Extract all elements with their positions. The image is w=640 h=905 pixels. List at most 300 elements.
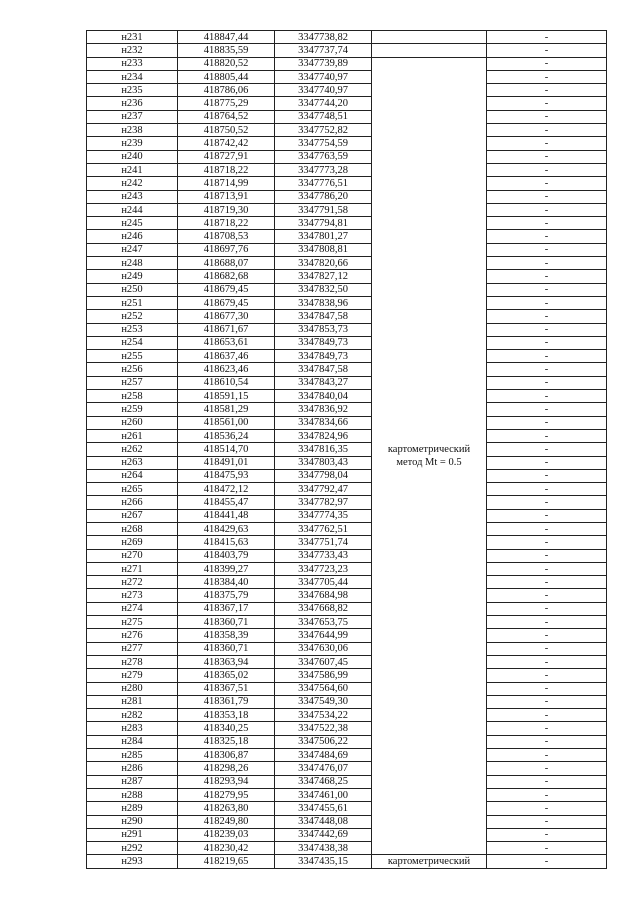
- x-coordinate-cell: 418279,95: [178, 788, 275, 801]
- y-coordinate-cell: 3347803,43: [275, 456, 372, 469]
- x-coordinate-cell: 418358,39: [178, 629, 275, 642]
- table-row: [87, 257, 607, 270]
- x-coordinate-cell: 418719,30: [178, 203, 275, 216]
- point-name-cell: н240: [87, 150, 178, 163]
- table-row: [87, 642, 607, 655]
- table-row: [87, 203, 607, 216]
- x-coordinate-cell: 418375,79: [178, 589, 275, 602]
- y-coordinate-cell: 3347849,73: [275, 350, 372, 363]
- dash-cell: -: [487, 576, 607, 589]
- dash-cell: -: [487, 270, 607, 283]
- dash-cell: -: [487, 682, 607, 695]
- x-coordinate-cell: 418742,42: [178, 137, 275, 150]
- dash-cell: -: [487, 137, 607, 150]
- x-coordinate-cell: 418671,67: [178, 323, 275, 336]
- x-coordinate-cell: 418298,26: [178, 762, 275, 775]
- point-name-cell: н256: [87, 363, 178, 376]
- y-coordinate-cell: 3347843,27: [275, 376, 372, 389]
- x-coordinate-cell: 418491,01: [178, 456, 275, 469]
- x-coordinate-cell: 418786,06: [178, 84, 275, 97]
- x-coordinate-cell: 418441,48: [178, 509, 275, 522]
- table-row: [87, 815, 607, 828]
- y-coordinate-cell: 3347834,66: [275, 416, 372, 429]
- point-name-cell: н236: [87, 97, 178, 110]
- point-name-cell: н288: [87, 788, 178, 801]
- point-name-cell: н246: [87, 230, 178, 243]
- x-coordinate-cell: 418847,44: [178, 31, 275, 44]
- dash-cell: -: [487, 496, 607, 509]
- dash-cell: -: [487, 709, 607, 722]
- dash-cell: -: [487, 110, 607, 123]
- x-coordinate-cell: 418472,12: [178, 483, 275, 496]
- y-coordinate-cell: 3347847,58: [275, 363, 372, 376]
- point-name-cell: н286: [87, 762, 178, 775]
- point-name-cell: н272: [87, 576, 178, 589]
- table-row: [87, 775, 607, 788]
- table-row: [87, 549, 607, 562]
- y-coordinate-cell: 3347705,44: [275, 576, 372, 589]
- table-row: [87, 576, 607, 589]
- x-coordinate-cell: 418219,65: [178, 855, 275, 868]
- dash-cell: -: [487, 722, 607, 735]
- point-name-cell: н242: [87, 177, 178, 190]
- table-row: [87, 44, 607, 57]
- point-name-cell: н287: [87, 775, 178, 788]
- coordinates-table-body: [87, 31, 607, 869]
- dash-cell: -: [487, 310, 607, 323]
- dash-cell: -: [487, 815, 607, 828]
- point-name-cell: н282: [87, 709, 178, 722]
- y-coordinate-cell: 3347820,66: [275, 257, 372, 270]
- dash-cell: -: [487, 589, 607, 602]
- y-coordinate-cell: 3347816,35: [275, 443, 372, 456]
- y-coordinate-cell: 3347630,06: [275, 642, 372, 655]
- y-coordinate-cell: 3347653,75: [275, 616, 372, 629]
- y-coordinate-cell: 3347838,96: [275, 296, 372, 309]
- table-row: [87, 390, 607, 403]
- table-row: [87, 283, 607, 296]
- table-row: [87, 163, 607, 176]
- point-name-cell: н278: [87, 655, 178, 668]
- table-row: [87, 616, 607, 629]
- dash-cell: -: [487, 443, 607, 456]
- point-name-cell: н270: [87, 549, 178, 562]
- dash-cell: -: [487, 44, 607, 57]
- point-name-cell: н276: [87, 629, 178, 642]
- point-name-cell: н263: [87, 456, 178, 469]
- y-coordinate-cell: 3347740,97: [275, 70, 372, 83]
- point-name-cell: н290: [87, 815, 178, 828]
- table-row: [87, 443, 607, 456]
- y-coordinate-cell: 3347522,38: [275, 722, 372, 735]
- dash-cell: -: [487, 802, 607, 815]
- y-coordinate-cell: 3347442,69: [275, 828, 372, 841]
- x-coordinate-cell: 418623,46: [178, 363, 275, 376]
- point-name-cell: н259: [87, 403, 178, 416]
- y-coordinate-cell: 3347792,47: [275, 483, 372, 496]
- table-row: [87, 562, 607, 575]
- y-coordinate-cell: 3347586,99: [275, 669, 372, 682]
- table-row: [87, 124, 607, 137]
- point-name-cell: н238: [87, 124, 178, 137]
- point-name-cell: н248: [87, 257, 178, 270]
- y-coordinate-cell: 3347484,69: [275, 749, 372, 762]
- method-cell-last: картометрический: [372, 855, 487, 868]
- dash-cell: -: [487, 842, 607, 855]
- dash-cell: -: [487, 283, 607, 296]
- x-coordinate-cell: 418361,79: [178, 695, 275, 708]
- table-row: [87, 350, 607, 363]
- table-row: [87, 709, 607, 722]
- x-coordinate-cell: 418591,15: [178, 390, 275, 403]
- x-coordinate-cell: 418764,52: [178, 110, 275, 123]
- x-coordinate-cell: 418718,22: [178, 217, 275, 230]
- dash-cell: -: [487, 536, 607, 549]
- dash-cell: -: [487, 695, 607, 708]
- point-name-cell: н257: [87, 376, 178, 389]
- x-coordinate-cell: 418708,53: [178, 230, 275, 243]
- point-name-cell: н280: [87, 682, 178, 695]
- y-coordinate-cell: 3347723,23: [275, 562, 372, 575]
- y-coordinate-cell: 3347849,73: [275, 336, 372, 349]
- dash-cell: -: [487, 655, 607, 668]
- point-name-cell: н251: [87, 296, 178, 309]
- point-name-cell: н258: [87, 390, 178, 403]
- x-coordinate-cell: 418325,18: [178, 735, 275, 748]
- table-row: [87, 695, 607, 708]
- dash-cell: -: [487, 616, 607, 629]
- dash-cell: -: [487, 336, 607, 349]
- method-label: [372, 443, 486, 469]
- point-name-cell: н234: [87, 70, 178, 83]
- dash-cell: -: [487, 855, 607, 868]
- x-coordinate-cell: 418718,22: [178, 163, 275, 176]
- table-row: [87, 629, 607, 642]
- y-coordinate-cell: 3347786,20: [275, 190, 372, 203]
- point-name-cell: н271: [87, 562, 178, 575]
- table-row: [87, 310, 607, 323]
- point-name-cell: н243: [87, 190, 178, 203]
- dash-cell: -: [487, 549, 607, 562]
- table-row: [87, 84, 607, 97]
- y-coordinate-cell: 3347438,38: [275, 842, 372, 855]
- point-name-cell: н291: [87, 828, 178, 841]
- x-coordinate-cell: 418581,29: [178, 403, 275, 416]
- method-cell-empty: [372, 31, 487, 44]
- point-name-cell: н273: [87, 589, 178, 602]
- dash-cell: -: [487, 509, 607, 522]
- table-row: [87, 483, 607, 496]
- table-row: [87, 336, 607, 349]
- x-coordinate-cell: 418415,63: [178, 536, 275, 549]
- y-coordinate-cell: 3347774,35: [275, 509, 372, 522]
- x-coordinate-cell: 418353,18: [178, 709, 275, 722]
- x-coordinate-cell: 418367,17: [178, 602, 275, 615]
- y-coordinate-cell: 3347549,30: [275, 695, 372, 708]
- table-row: [87, 855, 607, 868]
- dash-cell: -: [487, 57, 607, 70]
- y-coordinate-cell: 3347762,51: [275, 522, 372, 535]
- x-coordinate-cell: 418835,59: [178, 44, 275, 57]
- point-name-cell: н285: [87, 749, 178, 762]
- point-name-cell: н254: [87, 336, 178, 349]
- y-coordinate-cell: 3347752,82: [275, 124, 372, 137]
- x-coordinate-cell: 418677,30: [178, 310, 275, 323]
- coordinates-sheet: [86, 30, 607, 869]
- dash-cell: -: [487, 416, 607, 429]
- point-name-cell: н244: [87, 203, 178, 216]
- y-coordinate-cell: 3347847,58: [275, 310, 372, 323]
- x-coordinate-cell: 418653,61: [178, 336, 275, 349]
- dash-cell: -: [487, 70, 607, 83]
- table-row: [87, 536, 607, 549]
- dash-cell: -: [487, 788, 607, 801]
- y-coordinate-cell: 3347840,04: [275, 390, 372, 403]
- x-coordinate-cell: 418679,45: [178, 296, 275, 309]
- table-row: [87, 230, 607, 243]
- point-name-cell: н283: [87, 722, 178, 735]
- point-name-cell: н267: [87, 509, 178, 522]
- point-name-cell: н239: [87, 137, 178, 150]
- point-name-cell: н255: [87, 350, 178, 363]
- x-coordinate-cell: 418306,87: [178, 749, 275, 762]
- x-coordinate-cell: 418399,27: [178, 562, 275, 575]
- dash-cell: -: [487, 762, 607, 775]
- table-row: [87, 296, 607, 309]
- table-row: [87, 429, 607, 442]
- point-name-cell: н268: [87, 522, 178, 535]
- point-name-cell: н262: [87, 443, 178, 456]
- dash-cell: -: [487, 403, 607, 416]
- y-coordinate-cell: 3347853,73: [275, 323, 372, 336]
- dash-cell: -: [487, 456, 607, 469]
- point-name-cell: н253: [87, 323, 178, 336]
- table-row: [87, 70, 607, 83]
- table-row: [87, 589, 607, 602]
- point-name-cell: н277: [87, 642, 178, 655]
- dash-cell: -: [487, 669, 607, 682]
- x-coordinate-cell: 418239,03: [178, 828, 275, 841]
- x-coordinate-cell: 418293,94: [178, 775, 275, 788]
- table-row: [87, 522, 607, 535]
- x-coordinate-cell: 418367,51: [178, 682, 275, 695]
- table-row: [87, 97, 607, 110]
- x-coordinate-cell: 418561,00: [178, 416, 275, 429]
- method-cell-merged: [372, 57, 487, 855]
- dash-cell: -: [487, 230, 607, 243]
- dash-cell: -: [487, 642, 607, 655]
- dash-cell: -: [487, 190, 607, 203]
- point-name-cell: н266: [87, 496, 178, 509]
- y-coordinate-cell: 3347751,74: [275, 536, 372, 549]
- method-label-line2: метод Mt = 0.5: [396, 457, 462, 468]
- table-row: [87, 456, 607, 469]
- point-name-cell: н260: [87, 416, 178, 429]
- x-coordinate-cell: 418514,70: [178, 443, 275, 456]
- y-coordinate-cell: 3347763,59: [275, 150, 372, 163]
- x-coordinate-cell: 418360,71: [178, 616, 275, 629]
- table-row: [87, 749, 607, 762]
- x-coordinate-cell: 418775,29: [178, 97, 275, 110]
- point-name-cell: н231: [87, 31, 178, 44]
- x-coordinate-cell: 418249,80: [178, 815, 275, 828]
- method-label-line1: картометрический: [387, 444, 471, 455]
- dash-cell: -: [487, 775, 607, 788]
- y-coordinate-cell: 3347739,89: [275, 57, 372, 70]
- dash-cell: -: [487, 177, 607, 190]
- y-coordinate-cell: 3347684,98: [275, 589, 372, 602]
- table-row: [87, 735, 607, 748]
- dash-cell: -: [487, 828, 607, 841]
- x-coordinate-cell: 418365,02: [178, 669, 275, 682]
- y-coordinate-cell: 3347744,20: [275, 97, 372, 110]
- table-row: [87, 602, 607, 615]
- point-name-cell: н250: [87, 283, 178, 296]
- dash-cell: -: [487, 363, 607, 376]
- y-coordinate-cell: 3347564,60: [275, 682, 372, 695]
- table-row: [87, 762, 607, 775]
- y-coordinate-cell: 3347738,82: [275, 31, 372, 44]
- y-coordinate-cell: 3347455,61: [275, 802, 372, 815]
- y-coordinate-cell: 3347461,00: [275, 788, 372, 801]
- dash-cell: -: [487, 323, 607, 336]
- y-coordinate-cell: 3347798,04: [275, 469, 372, 482]
- table-row: [87, 509, 607, 522]
- dash-cell: -: [487, 163, 607, 176]
- point-name-cell: н245: [87, 217, 178, 230]
- dash-cell: -: [487, 749, 607, 762]
- table-row: [87, 243, 607, 256]
- dash-cell: -: [487, 150, 607, 163]
- y-coordinate-cell: 3347607,45: [275, 655, 372, 668]
- x-coordinate-cell: 418688,07: [178, 257, 275, 270]
- dash-cell: -: [487, 31, 607, 44]
- point-name-cell: н265: [87, 483, 178, 496]
- dash-cell: -: [487, 376, 607, 389]
- x-coordinate-cell: 418805,44: [178, 70, 275, 83]
- point-name-cell: н274: [87, 602, 178, 615]
- y-coordinate-cell: 3347773,28: [275, 163, 372, 176]
- x-coordinate-cell: 418679,45: [178, 283, 275, 296]
- table-row: [87, 496, 607, 509]
- y-coordinate-cell: 3347748,51: [275, 110, 372, 123]
- y-coordinate-cell: 3347832,50: [275, 283, 372, 296]
- y-coordinate-cell: 3347644,99: [275, 629, 372, 642]
- point-name-cell: н247: [87, 243, 178, 256]
- y-coordinate-cell: 3347754,59: [275, 137, 372, 150]
- y-coordinate-cell: 3347776,51: [275, 177, 372, 190]
- table-row: [87, 137, 607, 150]
- dash-cell: -: [487, 203, 607, 216]
- dash-cell: -: [487, 429, 607, 442]
- point-name-cell: н269: [87, 536, 178, 549]
- point-name-cell: н237: [87, 110, 178, 123]
- x-coordinate-cell: 418429,63: [178, 522, 275, 535]
- dash-cell: -: [487, 469, 607, 482]
- table-row: [87, 682, 607, 695]
- y-coordinate-cell: 3347506,22: [275, 735, 372, 748]
- y-coordinate-cell: 3347737,74: [275, 44, 372, 57]
- y-coordinate-cell: 3347476,07: [275, 762, 372, 775]
- point-name-cell: н289: [87, 802, 178, 815]
- dash-cell: -: [487, 629, 607, 642]
- x-coordinate-cell: 418637,46: [178, 350, 275, 363]
- x-coordinate-cell: 418536,24: [178, 429, 275, 442]
- table-row: [87, 722, 607, 735]
- y-coordinate-cell: 3347791,58: [275, 203, 372, 216]
- table-row: [87, 828, 607, 841]
- x-coordinate-cell: 418455,47: [178, 496, 275, 509]
- table-row: [87, 110, 607, 123]
- x-coordinate-cell: 418750,52: [178, 124, 275, 137]
- point-name-cell: н241: [87, 163, 178, 176]
- x-coordinate-cell: 418475,93: [178, 469, 275, 482]
- table-row: [87, 177, 607, 190]
- dash-cell: -: [487, 562, 607, 575]
- table-row: [87, 655, 607, 668]
- table-row: [87, 150, 607, 163]
- table-row: [87, 469, 607, 482]
- x-coordinate-cell: 418713,91: [178, 190, 275, 203]
- method-cell-empty: [372, 44, 487, 57]
- point-name-cell: н233: [87, 57, 178, 70]
- table-row: [87, 416, 607, 429]
- table-row: [87, 788, 607, 801]
- y-coordinate-cell: 3347801,27: [275, 230, 372, 243]
- point-name-cell: н235: [87, 84, 178, 97]
- y-coordinate-cell: 3347827,12: [275, 270, 372, 283]
- x-coordinate-cell: 418682,68: [178, 270, 275, 283]
- table-row: [87, 270, 607, 283]
- y-coordinate-cell: 3347668,82: [275, 602, 372, 615]
- x-coordinate-cell: 418714,99: [178, 177, 275, 190]
- y-coordinate-cell: 3347740,97: [275, 84, 372, 97]
- y-coordinate-cell: 3347836,92: [275, 403, 372, 416]
- table-row: [87, 669, 607, 682]
- point-name-cell: н281: [87, 695, 178, 708]
- dash-cell: -: [487, 84, 607, 97]
- x-coordinate-cell: 418263,80: [178, 802, 275, 815]
- table-row: [87, 323, 607, 336]
- x-coordinate-cell: 418384,40: [178, 576, 275, 589]
- dash-cell: -: [487, 602, 607, 615]
- y-coordinate-cell: 3347435,15: [275, 855, 372, 868]
- point-name-cell: н279: [87, 669, 178, 682]
- coordinates-table: [86, 30, 607, 869]
- point-name-cell: н275: [87, 616, 178, 629]
- y-coordinate-cell: 3347782,97: [275, 496, 372, 509]
- table-row: [87, 190, 607, 203]
- x-coordinate-cell: 418403,79: [178, 549, 275, 562]
- x-coordinate-cell: 418610,54: [178, 376, 275, 389]
- point-name-cell: н252: [87, 310, 178, 323]
- y-coordinate-cell: 3347794,81: [275, 217, 372, 230]
- y-coordinate-cell: 3347824,96: [275, 429, 372, 442]
- dash-cell: -: [487, 350, 607, 363]
- table-row: [87, 217, 607, 230]
- dash-cell: -: [487, 243, 607, 256]
- point-name-cell: н284: [87, 735, 178, 748]
- point-name-cell: н264: [87, 469, 178, 482]
- dash-cell: -: [487, 217, 607, 230]
- y-coordinate-cell: 3347468,25: [275, 775, 372, 788]
- x-coordinate-cell: 418340,25: [178, 722, 275, 735]
- dash-cell: -: [487, 97, 607, 110]
- point-name-cell: н292: [87, 842, 178, 855]
- x-coordinate-cell: 418820,52: [178, 57, 275, 70]
- point-name-cell: н232: [87, 44, 178, 57]
- x-coordinate-cell: 418363,94: [178, 655, 275, 668]
